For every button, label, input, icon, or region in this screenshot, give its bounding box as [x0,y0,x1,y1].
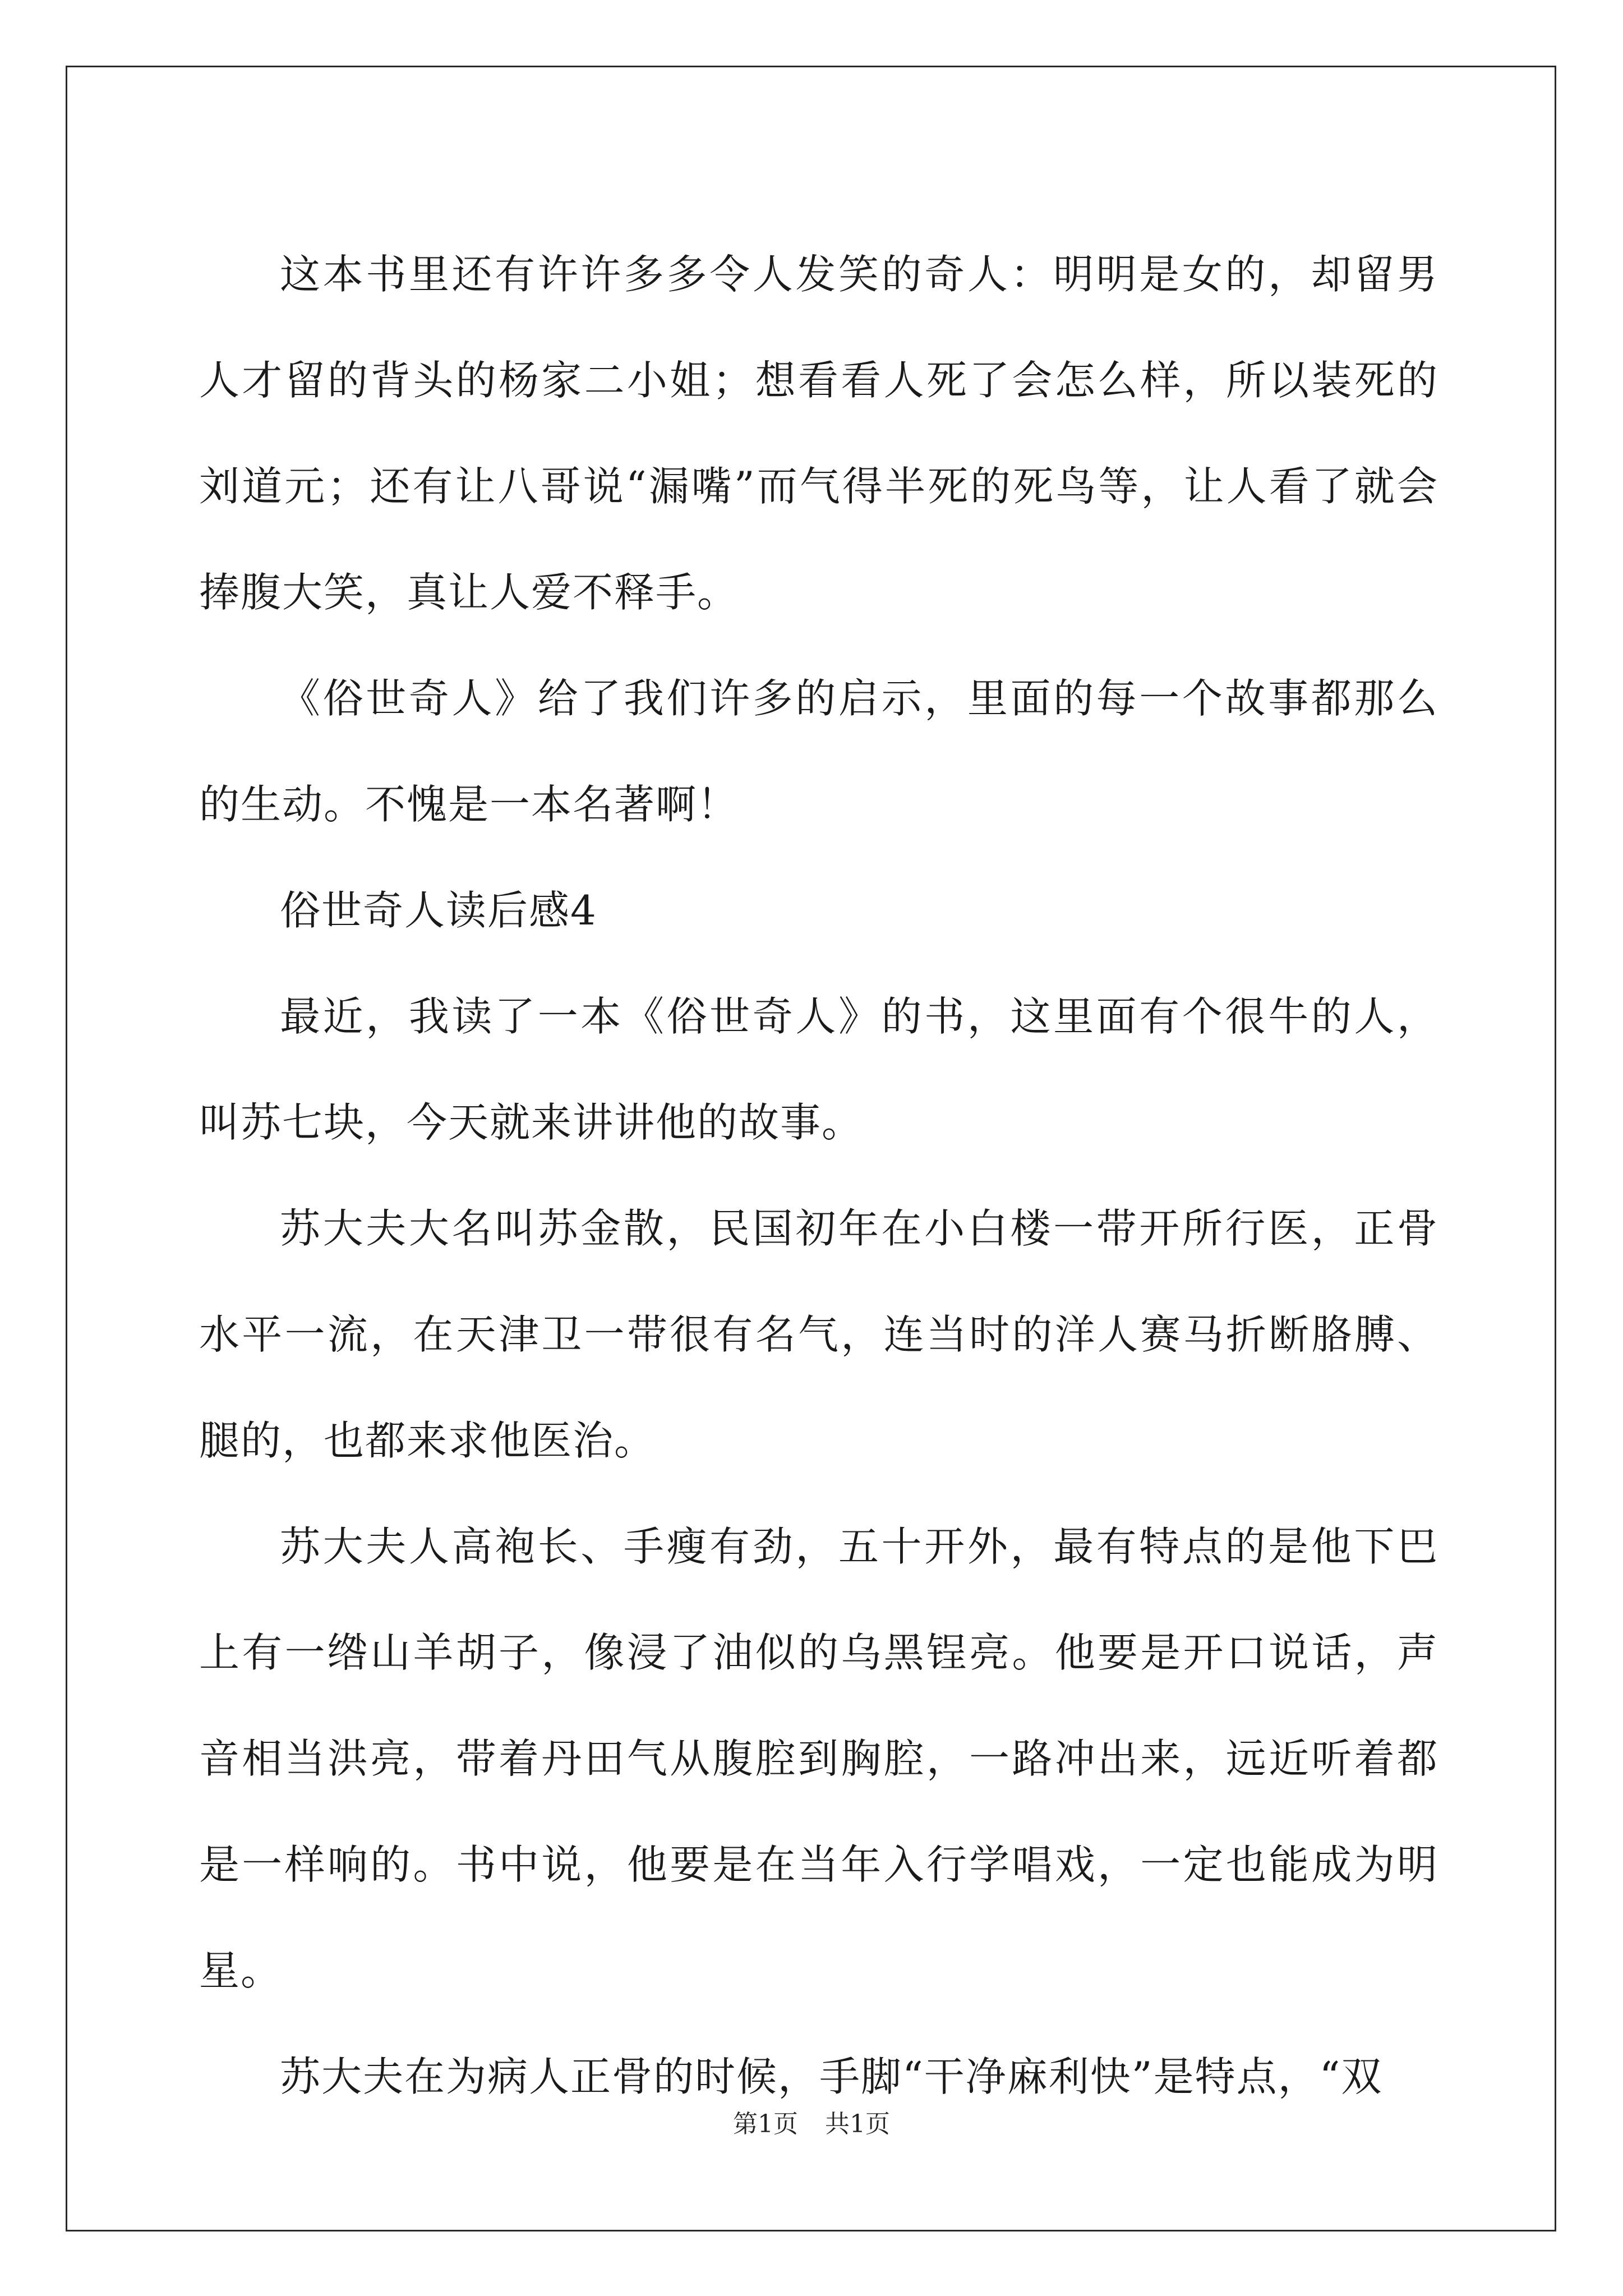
paragraph: 苏大夫人高袍长、手瘦有劲，五十开外，最有特点的是他下巴上有一绺山羊胡子，像浸了油似的乌黑锃亮。他要是开口说话，声音相当洪亮，带着丹田气从腹腔到胸腔，一路冲出来，远近听着都是一样响的。书中说，他要是在当年入行学唱戏，一定也能成为明星。 [199,1523,1438,1994]
document-body [199,222,1438,2130]
paragraph: 苏大夫在为病人正骨的时候，手脚“干净麻利快”是特点，“双 [280,2053,1383,2100]
paragraph: 最近，我读了一本《俗世奇人》的书，这里面有个很牛的人，叫苏七块，今天就来讲讲他的故事。 [199,993,1438,1146]
paragraph: 这本书里还有许许多多令人发笑的奇人：明明是女的，却留男人才留的背头的杨家二小姐；想看看人死了会怎么样，所以装死的刘道元；还有让八哥说“漏嘴”而气得半死的死鸟等，让人看了就会捧腹大笑，真让人爱不释手。 [199,251,1438,616]
paragraph: 《俗世奇人》给了我们许多的启示，里面的每一个故事都那么的生动。不愧是一本名著啊！ [199,675,1438,828]
page-number: 第1页 [733,2110,798,2138]
section-heading: 俗世奇人读后感4 [280,887,597,934]
page-total: 共1页 [825,2110,890,2138]
paragraph: 苏大夫大名叫苏金散，民国初年在小白楼一带开所行医，正骨水平一流，在天津卫一带很有名气，连当时的洋人赛马折断胳膊、腿的，也都来求他医治。 [199,1205,1438,1464]
page-footer [0,2104,1623,2139]
